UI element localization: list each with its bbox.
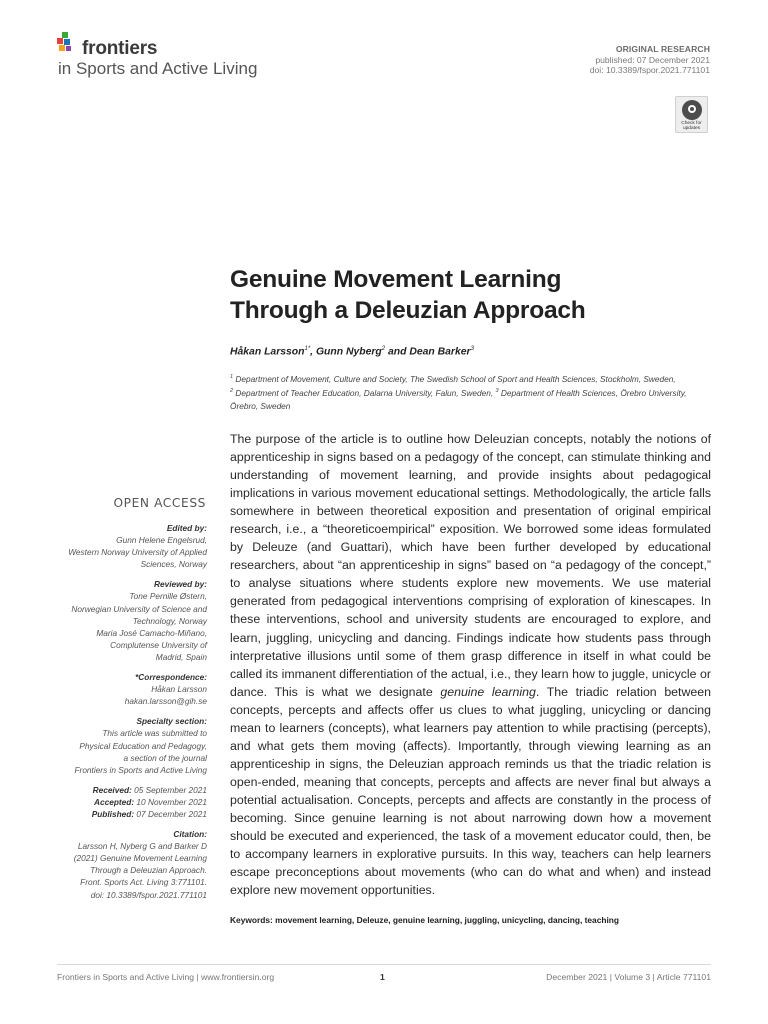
article-type: ORIGINAL RESEARCH <box>615 44 710 54</box>
author-name[interactable]: Håkan Larsson <box>230 346 305 358</box>
affiliations <box>230 371 710 412</box>
footer-issue-info: December 2021 | Volume 3 | Article 771101 <box>546 972 711 982</box>
edited-by-section <box>40 522 207 570</box>
edited-by-label: Edited by: <box>166 523 207 533</box>
correspondence-email-link[interactable]: hakan.larsson@gih.se <box>124 696 207 707</box>
citation-line: Front. Sports Act. Living 3:771101. <box>80 877 207 888</box>
footer-journal-link[interactable]: Frontiers in Sports and Active Living | www.frontiersin.org <box>57 972 275 982</box>
specialty-line: Physical Education and Pedagogy, <box>79 740 207 751</box>
specialty-label: Specialty section: <box>136 716 207 727</box>
citation-label: Citation: <box>173 829 207 840</box>
abstract <box>230 430 711 899</box>
author-name[interactable]: Dean Barker <box>409 346 471 358</box>
abstract-text-1: The purpose of the article is to outline how Deleuzian concepts, notably the notions of apprenticeship in signs based on a pedagogy of the concept, can stimulate thinking and understanding of movement learning, and provide insights about pedagogical implications in various movement educational settings. Methodologically, the article falls somewhere in between theoretical exposition and presentation of original empirical research, i.e., a “theoreticoempirical” exposition. We borrowed some ideas formulated by Deleuze (and Guattari), which have been further developed by educational researchers, about “an apprenticeship in signs” based on “a pedagogy of the concept,” to analyse situations where students explore new movements. We use material generated from pedagogical interventions comprising of exploration of kinescapes. In these interventions, school and university students are encouraged to explore, and learn, juggling, unicycling and dancing. Findings indicate how students pass through interpretative illusions until some of them grasp difference in itself in what could be called its immanent differentiation of the actual, i.e., they learn how to juggle, unicycle or dance. This is what we designate <box>230 432 711 699</box>
received-date <box>40 784 207 796</box>
abstract-text-2: . The triadic relation between concepts, percepts and affects offer us clues to what juggling, unicycling or dancing mean to learners (concepts), what learners pay attention to while practising (percepts), and what gets them moving (affects). Importantly, through viewing learning as an apprenticeship in signs, the Deleuzian approach reminds us that the triadic relation is open-ended, meaning that concepts, percepts and affects are never final but always a potential actualisation. Concepts, percepts and affects are constantly in the process of becoming. Since genuine learning is not about narrowing down how a movement should be executed and experienced, the task of a movement educator could, then, be to accompany learners in explorative pursuits. In this way, teachers can help learners escape preconceptions about movements (who can do what and when) and instead explore new movement opportunities. <box>230 684 711 898</box>
reviewer-line: Norwegian University of Science and <box>71 603 207 614</box>
journal-name: in Sports and Active Living <box>58 59 258 78</box>
editor-line: Gunn Helene Engelsrud, <box>116 535 207 546</box>
reviewer-line: Tone Pernille Østern, <box>129 591 207 602</box>
page-number: 1 <box>380 972 385 982</box>
specialty-line: This article was submitted to <box>102 728 207 739</box>
article-sidebar <box>40 522 207 909</box>
doi-link[interactable]: doi: 10.3389/fspor.2021.771101 <box>589 65 710 75</box>
published-value: 07 December 2021 <box>136 808 207 819</box>
frontiers-logo-icon <box>56 32 76 60</box>
author-affiliation-mark: 1* <box>304 346 311 352</box>
published-label: Published: <box>91 808 135 819</box>
abstract-emphasis: genuine learning <box>440 684 536 699</box>
dates-section <box>40 784 207 820</box>
published-date: published: 07 December 2021 <box>595 54 710 65</box>
received-label: Received: <box>92 784 132 795</box>
footer-divider <box>57 964 711 965</box>
title-line-1: Genuine Movement Learning <box>230 266 562 293</box>
check-updates-label-1: Check for <box>681 121 702 126</box>
author-affiliation-mark: 3 <box>470 346 474 352</box>
author-affiliation-mark: 2 <box>381 346 386 352</box>
citation-line: Through a Deleuzian Approach. <box>90 865 207 876</box>
citation-line: Larsson H, Nyberg G and Barker D <box>77 841 207 852</box>
affiliation-text: Department of Teacher Education, Dalarna University, Falun, Sweden, <box>235 388 494 399</box>
keywords: Keywords: movement learning, Deleuze, genuine learning, juggling, unicycling, dancing, teaching <box>230 915 620 925</box>
author-separator: and <box>385 346 410 358</box>
accepted-value: 10 November 2021 <box>136 796 207 807</box>
reviewer-line: Complutense University of <box>110 639 207 650</box>
received-value: 05 September 2021 <box>134 784 207 795</box>
editor-line: Western Norway University of Applied <box>68 547 207 558</box>
author-list <box>230 346 474 357</box>
accepted-label: Accepted: <box>93 796 135 807</box>
brand-name: frontiers <box>82 38 158 59</box>
affiliation-text: Department of Health Sciences, Örebro University, Örebro, Sweden <box>230 388 687 411</box>
reviewer-line: Technology, Norway <box>132 615 207 626</box>
affiliation-text: Department of Movement, Culture and Society, The Swedish School of Sport and Health Sciences, Stockholm, Sweden, <box>235 373 676 384</box>
published-date-side <box>40 808 207 820</box>
specialty-section <box>40 715 207 775</box>
citation-doi-link[interactable]: doi: 10.3389/fspor.2021.771101 <box>90 889 207 900</box>
specialty-line: a section of the journal <box>123 752 207 763</box>
correspondence-name: Håkan Larsson <box>151 684 207 695</box>
accepted-date <box>40 796 207 808</box>
affiliation-mark: 2 <box>230 388 234 395</box>
reviewed-by-section <box>40 578 207 663</box>
correspondence-section <box>40 671 207 707</box>
reviewer-line: Madrid, Spain <box>155 651 207 662</box>
title-line-2: Through a Deleuzian Approach <box>230 297 586 324</box>
reviewed-by-label: Reviewed by: <box>153 579 207 590</box>
check-updates-icon <box>682 100 702 120</box>
citation-section <box>40 828 207 901</box>
article-title <box>230 264 700 326</box>
check-for-updates-button[interactable] <box>675 96 708 133</box>
specialty-line: Frontiers in Sports and Active Living <box>74 764 207 775</box>
check-updates-label-2: updates <box>682 126 701 131</box>
author-name[interactable]: Gunn Nyberg <box>315 346 382 358</box>
affiliation-mark: 1 <box>230 374 234 380</box>
reviewer-line: Maria José Camacho-Miñano, <box>96 627 207 638</box>
affiliation-mark: 3 <box>495 388 499 395</box>
citation-line: (2021) Genuine Movement Learning <box>73 853 207 864</box>
correspondence-label: *Correspondence: <box>135 672 207 683</box>
editor-line: Sciences, Norway <box>140 559 207 570</box>
author-separator: , <box>310 346 316 358</box>
article-meta <box>590 44 710 76</box>
open-access-label: OPEN ACCESS <box>113 496 206 510</box>
